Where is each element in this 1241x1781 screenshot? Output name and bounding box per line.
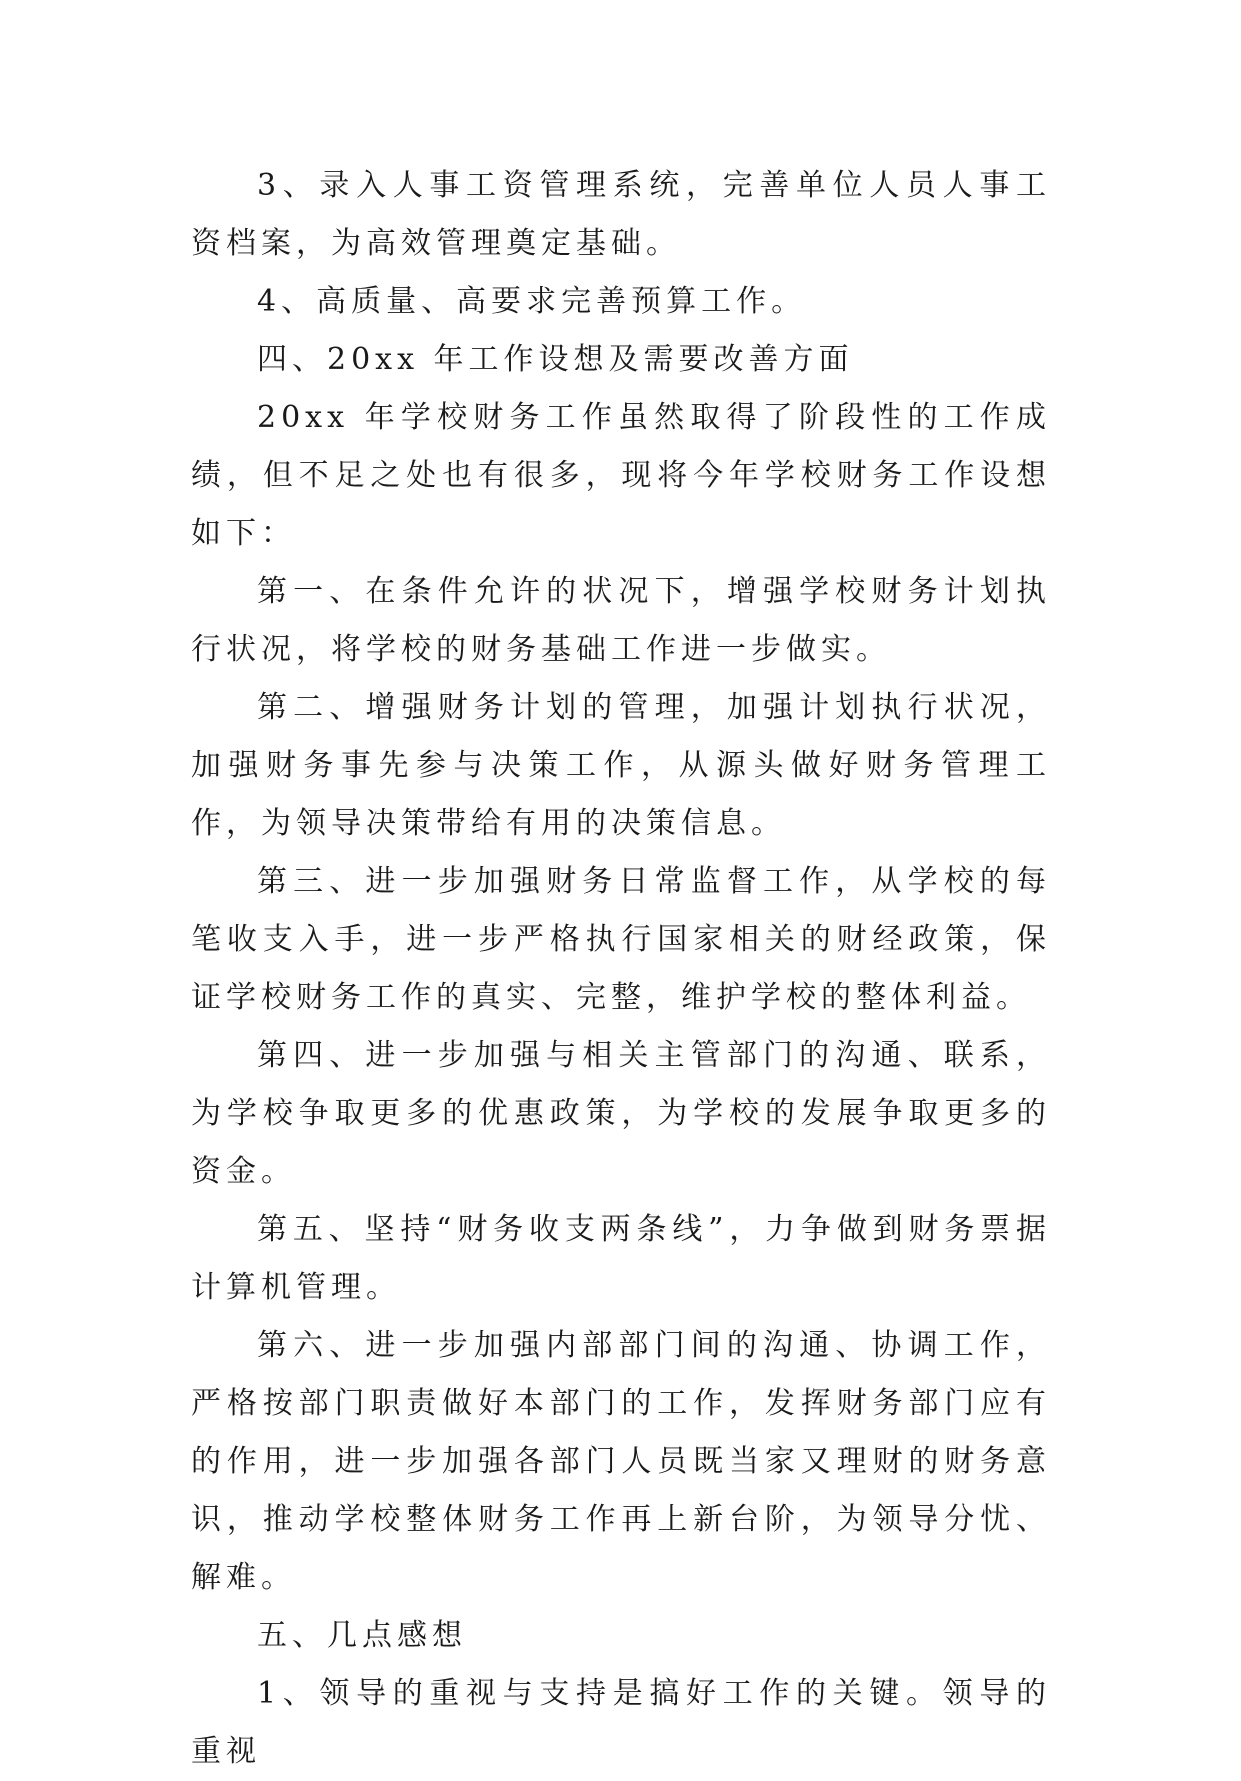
paragraph-third: 第三、进一步加强财务日常监督工作，从学校的每笔收支入手，进一步严格执行国家相关的财经政策，保证学校财务工作的真实、完整，维护学校的整体利益。	[191, 864, 1051, 1015]
section-heading-5: 五、几点感想	[257, 1618, 467, 1653]
paragraph-reflection-1: 1、领导的重视与支持是搞好工作的关键。领导的重视	[191, 1676, 1051, 1769]
document-body	[191, 157, 1051, 1781]
paragraph-first: 第一、在条件允许的状况下，增强学校财务计划执行状况，将学校的财务基础工作进一步做实。	[191, 574, 1051, 667]
paragraph-intro: 20xx 年学校财务工作虽然取得了阶段性的工作成绩，但不足之处也有很多，现将今年学校财务工作设想如下：	[191, 400, 1051, 551]
paragraph-fifth: 第五、坚持“财务收支两条线”，力争做到财务票据计算机管理。	[191, 1212, 1051, 1305]
paragraph-item-4: 4、高质量、高要求完善预算工作。	[257, 284, 807, 319]
paragraph-sixth: 第六、进一步加强内部部门间的沟通、协调工作，严格按部门职责做好本部门的工作，发挥财务部门应有的作用，进一步加强各部门人员既当家又理财的财务意识，推动学校整体财务工作再上新台阶，为领导分忧、解难。	[191, 1328, 1051, 1595]
paragraph-item-3: 3、录入人事工资管理系统，完善单位人员人事工资档案，为高效管理奠定基础。	[191, 168, 1051, 261]
paragraph-fourth: 第四、进一步加强与相关主管部门的沟通、联系，为学校争取更多的优惠政策，为学校的发展争取更多的资金。	[191, 1038, 1051, 1189]
paragraph-second: 第二、增强财务计划的管理，加强计划执行状况，加强财务事先参与决策工作，从源头做好财务管理工作，为领导决策带给有用的决策信息。	[191, 690, 1051, 841]
section-heading-4: 四、20xx 年工作设想及需要改善方面	[257, 342, 854, 377]
